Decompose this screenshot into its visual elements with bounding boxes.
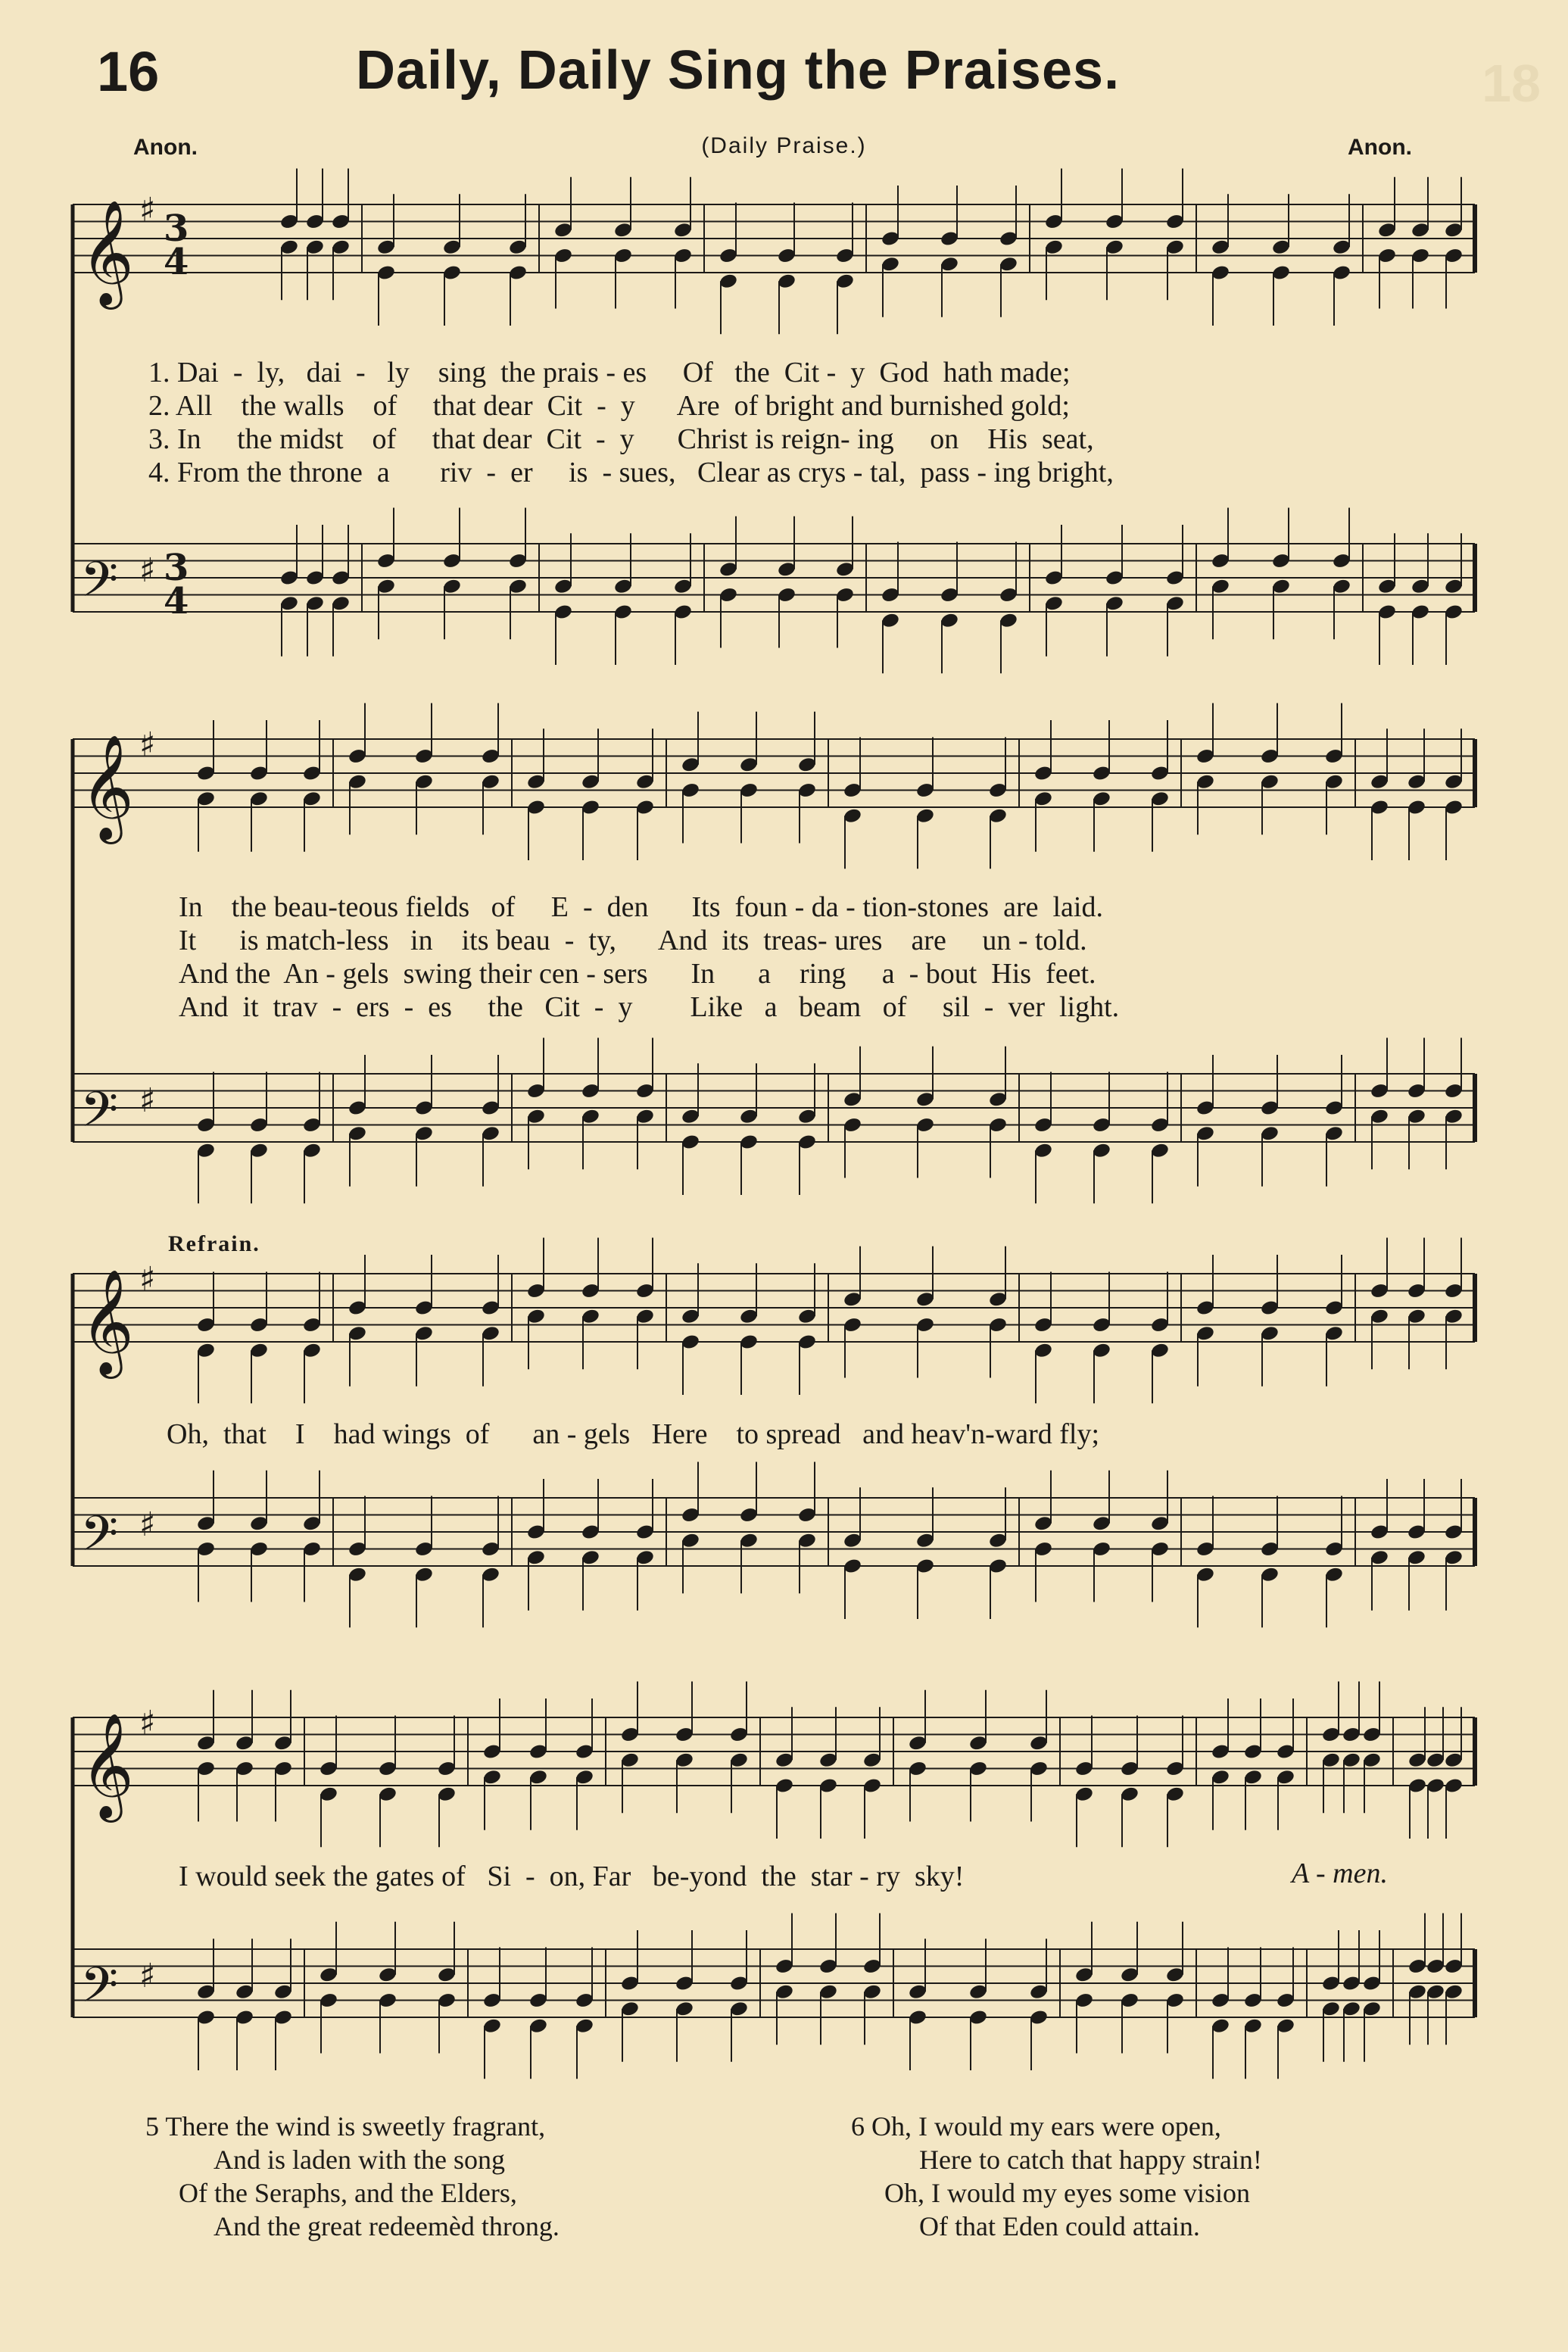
verse-line: Of that Eden could attain. (919, 2211, 1200, 2241)
page-number: 16 (97, 40, 160, 103)
ghost-page-number: 18 (1482, 54, 1541, 113)
lyric-line: And the An - gels swing their cen - sers In a ring a - bout His feet. (179, 958, 1096, 990)
time-signature: 4 (164, 580, 189, 622)
verse-line: Here to catch that happy strain! (919, 2145, 1262, 2175)
refrain-label: Refrain. (168, 1231, 260, 1256)
lyric-line: Oh, that I had wings of an - gels Here to spread and heav'n-ward fly; (167, 1418, 1100, 1450)
sharp-sign: ♯ (139, 1260, 156, 1299)
treble-clef: 𝄞 (80, 735, 134, 840)
time-signature: 4 (164, 241, 189, 283)
bass-clef: 𝄢 (80, 1506, 119, 1574)
verse-line: Of the Seraphs, and the Elders, (179, 2178, 517, 2208)
lyric-line: 1. Dai - ly, dai - ly sing the prais - es Of the Cit - y God hath made; (148, 357, 1071, 388)
bass-clef: 𝄢 (80, 1957, 119, 2026)
sharp-sign: ♯ (139, 1957, 156, 1995)
lyric-line: It is match-less in its beau - ty, And its treas- ures are un - told. (179, 925, 1087, 956)
verse-line: Oh, I would my eyes some vision (884, 2178, 1250, 2208)
lyric-line: I would seek the gates of Si - on, Far be-yond the star - ry sky! (179, 1861, 965, 1892)
tune-name: (Daily Praise.) (701, 133, 867, 158)
treble-clef: 𝄞 (80, 1713, 134, 1818)
bass-clef: 𝄢 (80, 1082, 119, 1150)
verse-line: And the great redeemèd throng. (214, 2211, 560, 2241)
sharp-sign: ♯ (139, 725, 156, 764)
hymn-title: Daily, Daily Sing the Praises. (356, 40, 1121, 101)
amen-text: A - men. (1292, 1858, 1388, 1889)
verse-line: And is laden with the song (214, 2145, 505, 2175)
sharp-sign: ♯ (139, 1704, 156, 1742)
sharp-sign: ♯ (139, 1081, 156, 1120)
sharp-sign: ♯ (139, 191, 156, 229)
sharp-sign: ♯ (139, 551, 156, 590)
verse-number: 6 (851, 2111, 865, 2141)
treble-clef: 𝄞 (80, 1269, 134, 1374)
music-credit: Anon. (1348, 135, 1412, 160)
treble-clef: 𝄞 (80, 200, 134, 305)
lyric-line: In the beau-teous fields of E - den Its foun - da - tion-stones are laid. (179, 891, 1103, 923)
verse-line: There the wind is sweetly fragrant, (165, 2111, 546, 2141)
lyric-line: 2. All the walls of that dear Cit - y Are of bright and burnished gold; (148, 390, 1070, 422)
verse-line: Oh, I would my ears were open, (871, 2111, 1221, 2141)
time-signature: 3 (164, 207, 189, 250)
sharp-sign: ♯ (139, 1505, 156, 1544)
words-credit: Anon. (133, 135, 198, 160)
extra-verse-6 (851, 2110, 1262, 2243)
bass-clef: 𝄢 (80, 552, 119, 620)
lyric-line: And it trav - ers - es the Cit - y Like a beam of sil - ver light. (179, 991, 1120, 1023)
lyric-line: 3. In the midst of that dear Cit - y Christ is reign- ing on His seat, (148, 423, 1094, 455)
verse-number: 5 (145, 2111, 159, 2141)
extra-verse-5 (145, 2110, 560, 2243)
time-signature: 3 (164, 547, 189, 589)
lyric-line: 4. From the throne a riv - er is - sues, Clear as crys - tal, pass - ing bright, (148, 457, 1114, 488)
